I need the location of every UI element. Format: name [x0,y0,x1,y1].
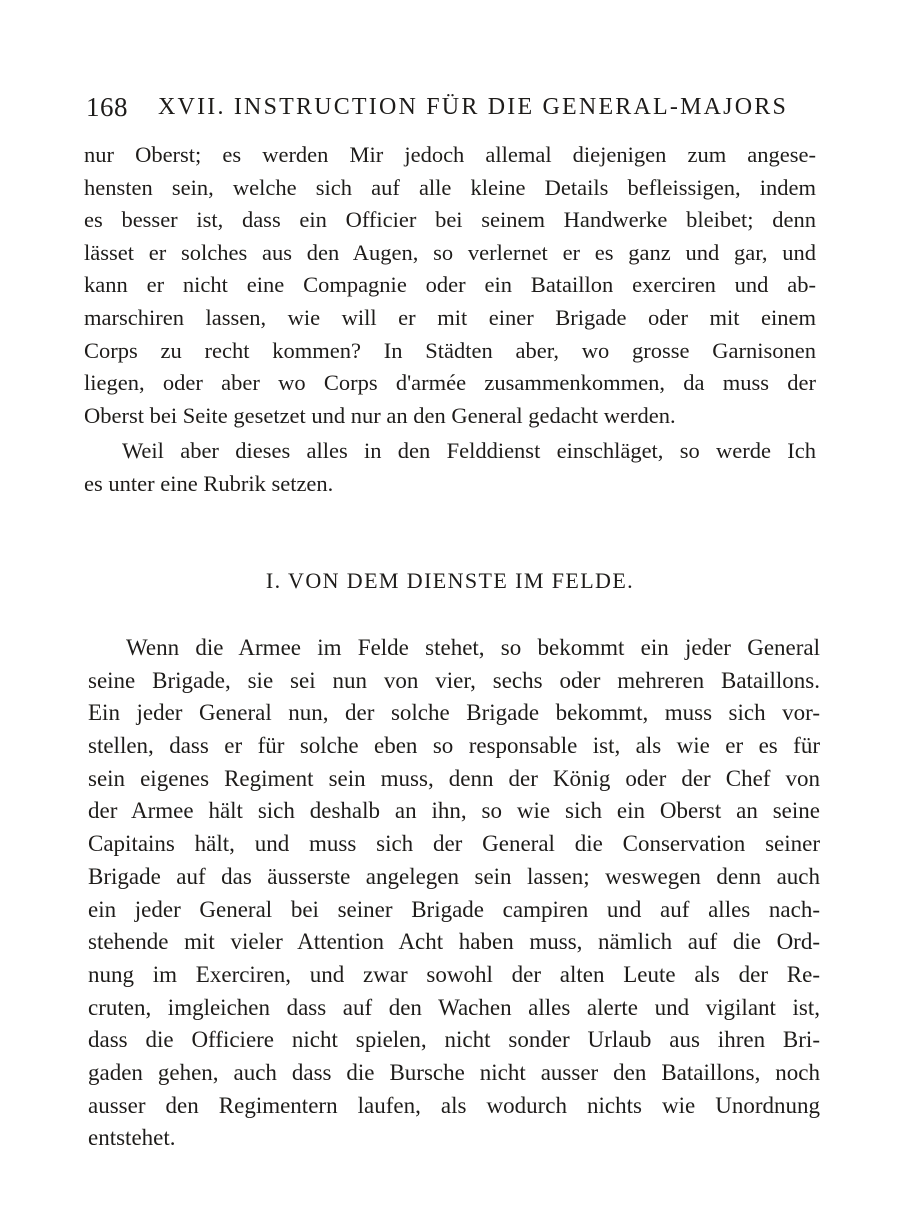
text-line: stellen, dass er für solche eben so responsable ist, als wie er es für [88,733,820,759]
text-line: Wenn die Armee im Felde stehet, so bekommt ein jeder General [126,635,820,660]
text-line: lässet er solches aus den Augen, so verlernet er es ganz und gar, und [84,239,816,265]
text-line: der Armee hält sich deshalb an ihn, so wie sich ein Oberst an seine [88,798,820,824]
text-line: nur Oberst; es werden Mir jedoch allemal diejenigen zum angese- [84,142,816,167]
text-line: ein jeder General bei seiner Brigade campiren und auf alles nach- [88,896,820,922]
text-line: seine Brigade, sie sei nun von vier, sechs oder mehreren Bataillons. [88,667,820,693]
paragraph [84,435,816,500]
text-line: cruten, imgleichen dass auf den Wachen alles alerte und vigilant ist, [88,994,820,1020]
text-line: kann er nicht eine Compagnie oder ein Bataillon exerciren und ab- [84,272,816,298]
text-line: es unter eine Rubrik setzen. [84,470,334,496]
text-line: entstehet. [88,1125,176,1151]
text-line: liegen, oder aber wo Corps d'armée zusammenkommen, da muss der [84,370,816,396]
text-line: ausser den Regimentern laufen, als wodurch nichts wie Unordnung [88,1092,820,1118]
text-line: hensten sein, welche sich auf alle kleine Details befleissigen, indem [84,174,816,200]
page-number: 168 [86,92,128,122]
section-heading: I. VON DEM DIENSTE IM FELDE. [265,568,635,593]
text-line: stehende mit vieler Attention Acht haben muss, nämlich auf die Ord- [88,929,820,955]
text-line: sein eigenes Regiment sein muss, denn der König oder der Chef von [88,765,820,791]
text-line: gaden gehen, auch dass die Bursche nicht ausser den Bataillons, noch [88,1059,820,1085]
text-line: nung im Exerciren, und zwar sowohl der alten Leute als der Re- [88,961,820,987]
text-line: Weil aber dieses alles in den Felddienst einschläget, so werde Ich [122,438,816,463]
text-line: Capitains hält, und muss sich der General die Conservation seiner [88,831,820,857]
text-line: marschiren lassen, wie will er mit einer Brigade oder mit einem [84,304,816,330]
paragraph-continued [84,139,816,432]
text-line: Ein jeder General nun, der solche Brigade bekommt, muss sich vor- [88,700,820,726]
text-line: Brigade auf das äusserste angelegen sein lassen; weswegen denn auch [88,863,820,889]
running-title: XVII. INSTRUCTION FÜR DIE GENERAL-MAJORS [158,94,788,120]
text-line: es besser ist, dass ein Officier bei seinem Handwerke bleibet; denn [84,207,816,233]
text-line: Corps zu recht kommen? In Städten aber, wo grosse Garnisonen [84,337,816,363]
section-paragraph [88,632,820,1155]
text-line: Oberst bei Seite gesetzet und nur an den General gedacht werden. [84,402,676,428]
running-header [86,92,816,128]
text-line: dass die Officiere nicht spielen, nicht sonder Urlaub aus ihren Bri- [88,1027,820,1053]
